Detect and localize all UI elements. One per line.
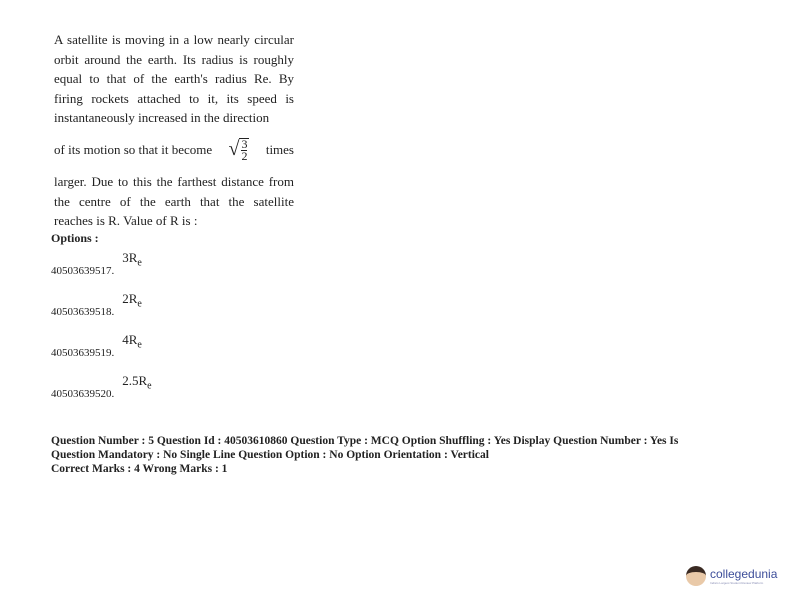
option-4[interactable] [51,373,152,400]
option-id: 40503639520. [51,388,115,400]
option-id: 40503639519. [51,347,115,359]
numerator: 3 [241,136,248,151]
collegedunia-logo [686,566,777,586]
question-part-1: A satellite is moving in a low nearly circular orbit around the earth. Its radius is roughly equal to that of the earth's radius Re. By firing rockets attached to it, its speed is instantaneously increased in the direction [54,32,294,126]
mascot-icon [686,566,706,586]
option-2[interactable] [51,291,142,318]
question-part-2 [54,138,294,162]
logo-name: collegedunia [710,567,778,581]
option-1[interactable] [51,250,142,277]
option-value: 3R [122,250,138,265]
denominator: 2 [241,148,248,163]
logo-tagline: India's Largest Student Review Platform [710,581,764,585]
option-subscript: e [147,380,152,392]
marks-line: Correct Marks : 4 Wrong Marks : 1 [51,463,228,475]
option-value: 2.5R [122,373,148,388]
option-subscript: e [137,298,142,310]
option-subscript: e [137,257,142,269]
option-id: 40503639518. [51,306,115,318]
question-part-3: larger. Due to this the farthest distance from the centre of the earth that the satellite reaches is R. Value of R is : [54,173,294,229]
question-text [54,30,294,231]
option-id: 40503639517. [51,265,115,277]
option-3[interactable] [51,332,142,359]
option-subscript: e [137,339,142,351]
question-text-segment: of its motion so that it become [54,142,213,158]
question-metadata [51,434,751,476]
metadata-line: Question Mandatory : No Single Line Question Option : No Option Orientation : Vertical [51,449,489,461]
metadata-line: Question Number : 5 Question Id : 40503610860 Question Type : MCQ Option Shuffling : Yes Display Question Number : Yes Is [51,435,679,447]
option-value: 4R [122,332,138,347]
question-text-segment: times [265,142,294,158]
sqrt-fraction: √ $\frac{3}{2}$ [228,136,248,163]
options-heading: Options : [51,231,99,245]
option-value: 2R [122,291,138,306]
